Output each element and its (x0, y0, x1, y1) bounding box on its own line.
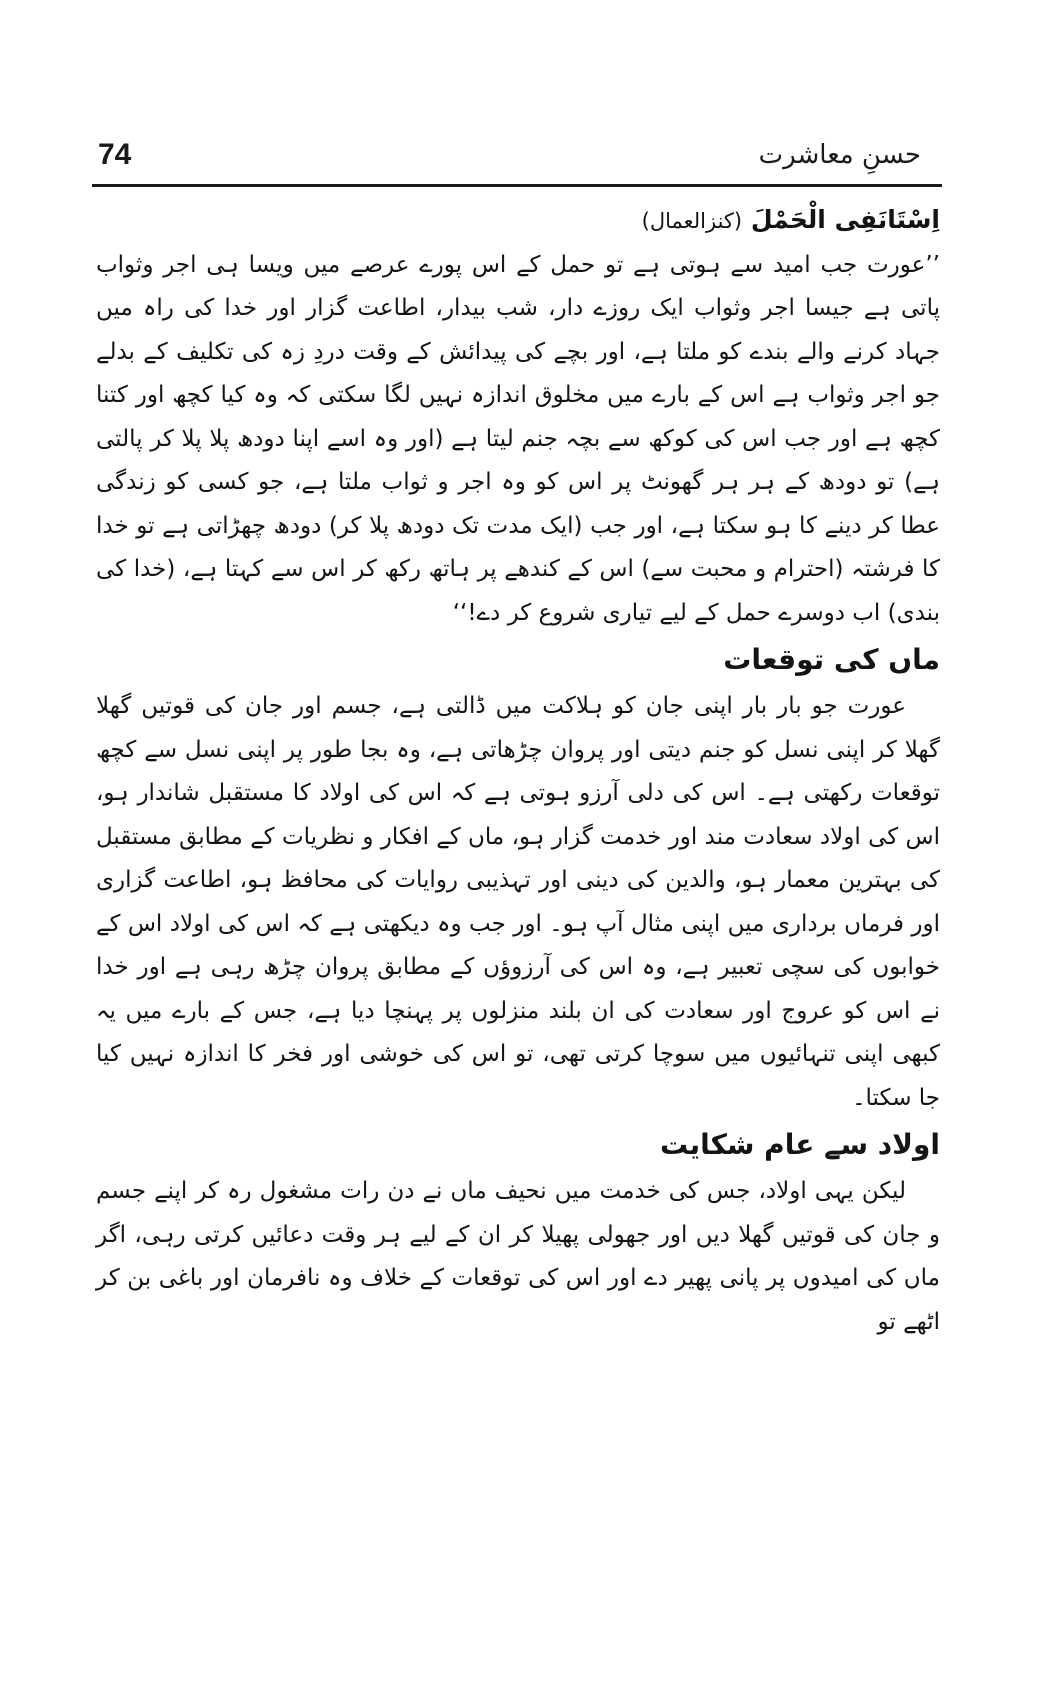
page-number: 74 (98, 138, 132, 171)
header-rule (92, 184, 942, 187)
section-heading-mother-expectations: ماں کی توقعات (723, 643, 940, 676)
body-text (96, 198, 940, 1344)
hadith-heading-arabic: اِسْتَانَفِی الْحَمْلَ (750, 205, 940, 234)
paragraph-mother-expectations: عورت جو بار بار اپنی جان کو ہلاکت میں ڈالتی ہے، جسم اور جان کی قوتیں گھلا گھلا کر اپنی نسل کو جنم دیتی اور پروان چڑھاتی ہے، وہ بجا طور پر اپنی نسل سے کچھ توقعات رکھتی ہے۔ اس کی دلی آرزو ہوتی ہے کہ اس کی اولاد کا مستقبل شاندار ہو، اس کی اولاد سعادت مند اور خدمت گزار ہو، ماں کے افکار و نظریات کے مطابق مستقبل کی بہترین معمار ہو، والدین کی دینی اور تہذیبی روایات کی محافظ ہو، اطاعت گزاری اور فرماں برداری میں اپنی مثال آپ ہو۔ اور جب وہ دیکھتی ہے کہ اس کی اولاد اس کے خوابوں کی سچی تعبیر ہے، وہ اس کی آرزوؤں کے مطابق پروان چڑھ رہی ہے اور خدا نے اس کو عروج اور سعادت کی ان بلند منزلوں پر پہنچا دیا ہے، جس کے بارے میں یہ کبھی اپنی تنہائیوں میں سوچا کرتی تھی، تو اس کی خوشی اور فخر کا اندازہ نہیں کیا جا سکتا۔ (96, 693, 940, 1111)
running-title: حسنِ معاشرت (758, 140, 921, 170)
hadith-text: ’’عورت جب امید سے ہوتی ہے تو حمل کے اس پورے عرصے میں ویسا ہی اجر وثواب پاتی ہے جیسا اجر وثواب ایک روزے دار، شب بیدار، اطاعت گزار اور خدا کی راہ میں جہاد کرنے والے بندے کو ملتا ہے، اور بچے کی پیدائش کے وقت دردِ زہ کی تکلیف کے بدلے جو اجر وثواب ہے اس کے بارے میں مخلوق اندازہ نہیں لگا سکتی کہ وہ کیا کچھ اور کتنا کچھ ہے اور جب اس کی کوکھ سے بچہ جنم لیتا ہے (اور وہ اسے اپنا دودھ پلا پلا کر پالتی ہے) تو دودھ کے ہر ہر گھونٹ پر اس کو وہ اجر و ثواب ملتا ہے، جو کسی کو زندگی عطا کر دینے کا ہو سکتا ہے، اور جب (ایک مدت تک دودھ پلا کر) دودھ چھڑاتی ہے تو خدا کا فرشتہ (احترام و محبت سے) اس کے کندھے پر ہاتھ رکھ کر اس سے کہتا ہے، (خدا کی بندی) اب دوسرے حمل کے لیے تیاری شروع کر دے!‘‘ (96, 251, 940, 626)
hadith-source: (کنزالعمال) (641, 209, 743, 233)
section-heading-complaint: اولاد سے عام شکایت (659, 1128, 940, 1161)
paragraph-complaint: لیکن یہی اولاد، جس کی خدمت میں نحیف ماں نے دن رات مشغول رہ کر اپنے جسم و جان کی قوتیں گھلا دیں اور جھولی پھیلا کر ان کے لیے ہر وقت دعائیں کرتی رہی، اگر ماں کی امیدوں پر پانی پھیر دے اور اس کی توقعات کے خلاف وہ نافرمان اور باغی بن کر اٹھے تو (96, 1178, 940, 1335)
hadith-heading (96, 198, 940, 244)
